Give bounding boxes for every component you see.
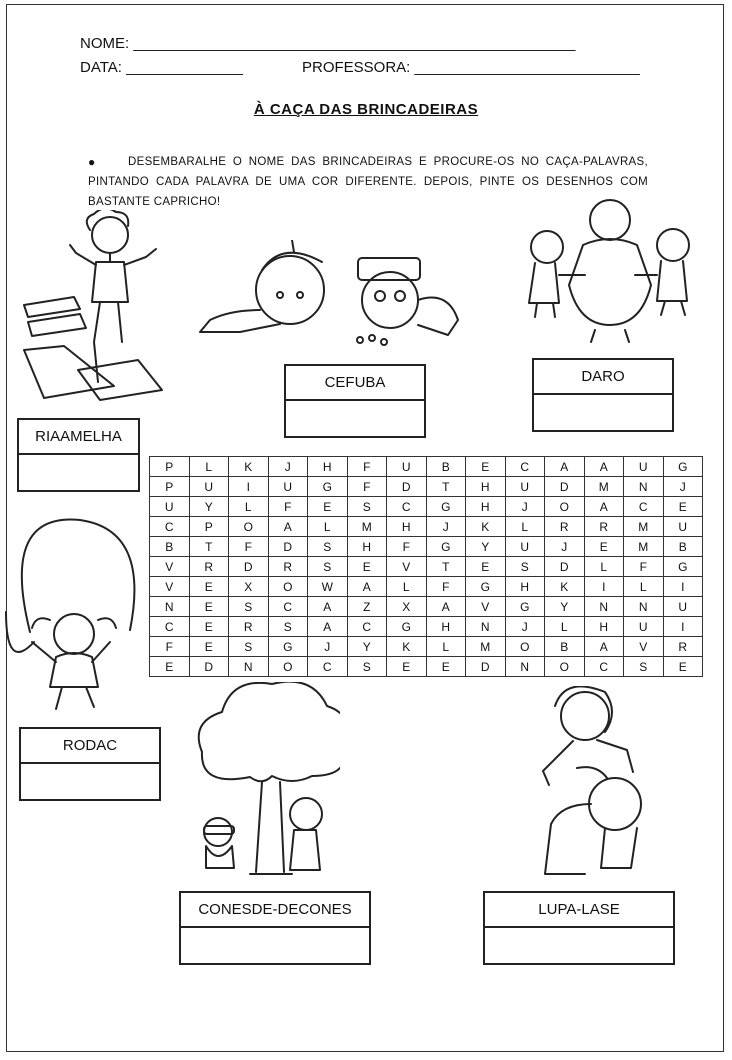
grid-cell[interactable]: D [545,477,585,497]
grid-cell[interactable]: T [426,557,466,577]
grid-cell[interactable]: J [268,457,308,477]
grid-cell[interactable]: C [505,457,545,477]
grid-cell[interactable]: H [466,477,506,497]
grid-cell[interactable]: L [387,577,427,597]
bullet-icon: ● [88,155,96,169]
grid-cell[interactable]: D [545,557,585,577]
grid-cell[interactable]: L [229,497,269,517]
grid-cell[interactable]: R [584,517,624,537]
grid-cell[interactable]: I [663,617,703,637]
grid-cell[interactable]: R [189,557,229,577]
grid-row [150,537,703,557]
grid-cell[interactable]: V [624,637,664,657]
grid-cell[interactable]: N [150,597,190,617]
hopscotch-girl-illustration [18,210,168,410]
grid-cell[interactable]: K [229,457,269,477]
hide-and-seek-tree-illustration [190,682,340,887]
grid-cell[interactable]: Z [347,597,387,617]
grid-cell[interactable]: A [584,457,624,477]
grid-cell[interactable]: U [663,597,703,617]
grid-cell[interactable]: E [308,497,348,517]
grid-cell[interactable]: G [308,477,348,497]
grid-cell[interactable]: A [545,457,585,477]
grid-cell[interactable]: O [545,497,585,517]
grid-cell[interactable]: O [229,517,269,537]
grid-cell[interactable]: D [268,537,308,557]
grid-cell[interactable]: E [189,637,229,657]
grid-cell[interactable]: E [466,457,506,477]
grid-cell[interactable]: E [189,617,229,637]
grid-row [150,557,703,577]
grid-cell[interactable]: P [150,457,190,477]
grid-cell[interactable]: H [347,537,387,557]
answer-box-conesde-decones [179,891,371,965]
grid-cell[interactable]: H [466,497,506,517]
grid-cell[interactable]: L [426,637,466,657]
grid-cell[interactable]: L [545,617,585,637]
grid-cell[interactable]: M [466,637,506,657]
grid-cell[interactable]: F [347,457,387,477]
grid-cell[interactable]: G [505,597,545,617]
grid-cell[interactable]: A [584,637,624,657]
grid-cell[interactable]: C [268,597,308,617]
grid-cell[interactable]: N [466,617,506,637]
grid-cell[interactable]: I [663,577,703,597]
grid-cell[interactable]: E [466,557,506,577]
grid-cell[interactable]: V [150,557,190,577]
grid-row [150,637,703,657]
grid-cell[interactable]: L [308,517,348,537]
grid-cell[interactable]: D [387,477,427,497]
grid-cell[interactable]: D [189,657,229,677]
name-field-label: NOME: _____________________________________________________ [80,35,576,52]
grid-cell[interactable]: U [624,457,664,477]
grid-cell[interactable]: S [308,537,348,557]
grid-cell[interactable]: J [545,537,585,557]
grid-cell[interactable]: L [505,517,545,537]
grid-cell[interactable]: A [584,497,624,517]
grid-cell[interactable]: O [505,637,545,657]
grid-row [150,577,703,597]
grid-row [150,517,703,537]
answer-box-daro [532,358,674,432]
scrambled-word: RODAC [21,729,159,764]
grid-cell[interactable]: R [229,617,269,637]
grid-cell[interactable]: U [505,537,545,557]
answer-box-riaamelha [17,418,140,492]
grid-cell[interactable]: U [505,477,545,497]
grid-cell[interactable]: C [150,617,190,637]
grid-cell[interactable]: V [387,557,427,577]
grid-cell[interactable]: R [663,637,703,657]
grid-cell[interactable]: A [308,617,348,637]
grid-cell[interactable]: U [150,497,190,517]
jump-rope-girl-illustration [2,512,142,717]
grid-cell[interactable]: F [426,577,466,597]
grid-cell[interactable]: N [584,597,624,617]
grid-cell[interactable]: F [150,637,190,657]
grid-cell[interactable]: O [268,577,308,597]
grid-cell[interactable]: O [545,657,585,677]
grid-cell[interactable]: C [387,497,427,517]
grid-cell[interactable]: N [229,657,269,677]
grid-cell[interactable]: G [663,557,703,577]
grid-row [150,497,703,517]
grid-cell[interactable]: B [426,457,466,477]
grid-cell[interactable]: B [150,537,190,557]
grid-cell[interactable]: M [584,477,624,497]
grid-row [150,457,703,477]
instructions-text: DESEMBARALHE O NOME DAS BRINCADEIRAS E PROCURE-OS NO CAÇA-PALAVRAS, PINTANDO CADA PALAVRA DE UMA COR DIFERENTE. DEPOIS, PINTE OS DESENHOS COM BASTANTE CAPRICHO! [88,156,648,208]
grid-cell[interactable]: K [545,577,585,597]
grid-cell[interactable]: P [150,477,190,497]
grid-cell[interactable]: E [189,577,229,597]
grid-cell[interactable]: U [268,477,308,497]
grid-cell[interactable]: J [505,497,545,517]
grid-cell[interactable]: C [347,617,387,637]
grid-cell[interactable]: K [387,637,427,657]
grid-cell[interactable]: E [663,497,703,517]
grid-cell[interactable]: S [229,597,269,617]
grid-cell[interactable]: M [624,517,664,537]
grid-cell[interactable]: Y [545,597,585,617]
grid-cell[interactable]: S [347,657,387,677]
grid-cell[interactable]: X [229,577,269,597]
grid-cell[interactable]: A [268,517,308,537]
grid-cell[interactable]: M [347,517,387,537]
grid-cell[interactable]: J [426,517,466,537]
grid-cell[interactable]: D [229,557,269,577]
date-field-label: DATA: ______________ [80,59,243,76]
grid-cell[interactable]: F [347,477,387,497]
answer-box-lupa-lase [483,891,675,965]
grid-cell[interactable]: N [624,477,664,497]
scrambled-word: DARO [534,360,672,395]
grid-cell[interactable]: L [584,557,624,577]
grid-cell[interactable]: Y [347,637,387,657]
grid-cell[interactable]: S [229,637,269,657]
grid-cell[interactable]: K [466,517,506,537]
worksheet-title: À CAÇA DAS BRINCADEIRAS [253,101,479,118]
grid-cell[interactable]: G [426,497,466,517]
grid-cell[interactable]: E [426,657,466,677]
grid-cell[interactable]: G [426,537,466,557]
scrambled-word: LUPA-LASE [485,893,673,928]
grid-cell[interactable]: T [189,537,229,557]
grid-cell[interactable]: I [584,577,624,597]
grid-cell[interactable]: G [663,457,703,477]
grid-cell[interactable]: G [466,577,506,597]
grid-row [150,477,703,497]
grid-cell[interactable]: X [387,597,427,617]
grid-row [150,657,703,677]
grid-cell[interactable]: U [387,457,427,477]
grid-cell[interactable]: R [545,517,585,537]
grid-cell[interactable]: D [466,657,506,677]
grid-cell[interactable]: V [466,597,506,617]
grid-cell[interactable]: J [505,617,545,637]
grid-cell[interactable]: H [426,617,466,637]
grid-cell[interactable]: G [268,637,308,657]
grid-cell[interactable]: J [308,637,348,657]
grid-cell[interactable]: J [663,477,703,497]
grid-cell[interactable]: S [624,657,664,677]
grid-cell[interactable]: O [268,657,308,677]
marbles-kids-illustration [190,240,470,355]
grid-cell[interactable]: S [308,557,348,577]
grid-cell[interactable]: Y [189,497,229,517]
grid-cell[interactable]: E [347,557,387,577]
grid-cell[interactable]: H [584,617,624,637]
grid-cell[interactable]: E [663,657,703,677]
grid-cell[interactable]: U [624,617,664,637]
grid-cell[interactable]: F [229,537,269,557]
grid-cell[interactable]: U [663,517,703,537]
grid-cell[interactable]: N [624,597,664,617]
grid-cell[interactable]: H [387,517,427,537]
grid-cell[interactable]: M [624,537,664,557]
grid-cell[interactable]: G [387,617,427,637]
ciranda-kids-illustration [515,195,700,345]
grid-cell[interactable]: L [189,457,229,477]
answer-box-cefuba [284,364,426,438]
grid-cell[interactable]: H [505,577,545,597]
grid-cell[interactable]: T [426,477,466,497]
grid-cell[interactable]: I [229,477,269,497]
leapfrog-kids-illustration [515,686,660,886]
grid-cell[interactable]: E [150,657,190,677]
grid-cell[interactable]: W [308,577,348,597]
grid-cell[interactable]: E [387,657,427,677]
grid-cell[interactable]: P [189,517,229,537]
grid-cell[interactable]: A [308,597,348,617]
grid-cell[interactable]: N [505,657,545,677]
grid-cell[interactable]: B [545,637,585,657]
grid-cell[interactable]: A [426,597,466,617]
grid-cell[interactable]: V [150,577,190,597]
grid-cell[interactable]: B [663,537,703,557]
grid-cell[interactable]: F [268,497,308,517]
grid-cell[interactable]: C [150,517,190,537]
scrambled-word: CEFUBA [286,366,424,401]
grid-cell[interactable]: E [189,597,229,617]
grid-cell[interactable]: S [347,497,387,517]
grid-cell[interactable]: A [347,577,387,597]
grid-cell[interactable]: R [268,557,308,577]
grid-row [150,597,703,617]
grid-cell[interactable]: F [387,537,427,557]
grid-cell[interactable]: C [624,497,664,517]
scrambled-word: RIAAMELHA [19,420,138,455]
grid-cell[interactable]: S [268,617,308,637]
grid-cell[interactable]: E [584,537,624,557]
scrambled-word: CONESDE-DECONES [181,893,369,928]
teacher-field-label: PROFESSORA: ___________________________ [302,59,640,76]
grid-cell[interactable]: Y [466,537,506,557]
grid-cell[interactable]: F [624,557,664,577]
grid-cell[interactable]: C [584,657,624,677]
grid-cell[interactable]: C [308,657,348,677]
grid-row [150,617,703,637]
grid-cell[interactable]: L [624,577,664,597]
answer-box-rodac [19,727,161,801]
grid-cell[interactable]: U [189,477,229,497]
grid-cell[interactable]: H [308,457,348,477]
grid-cell[interactable]: S [505,557,545,577]
word-search-grid [149,456,703,677]
